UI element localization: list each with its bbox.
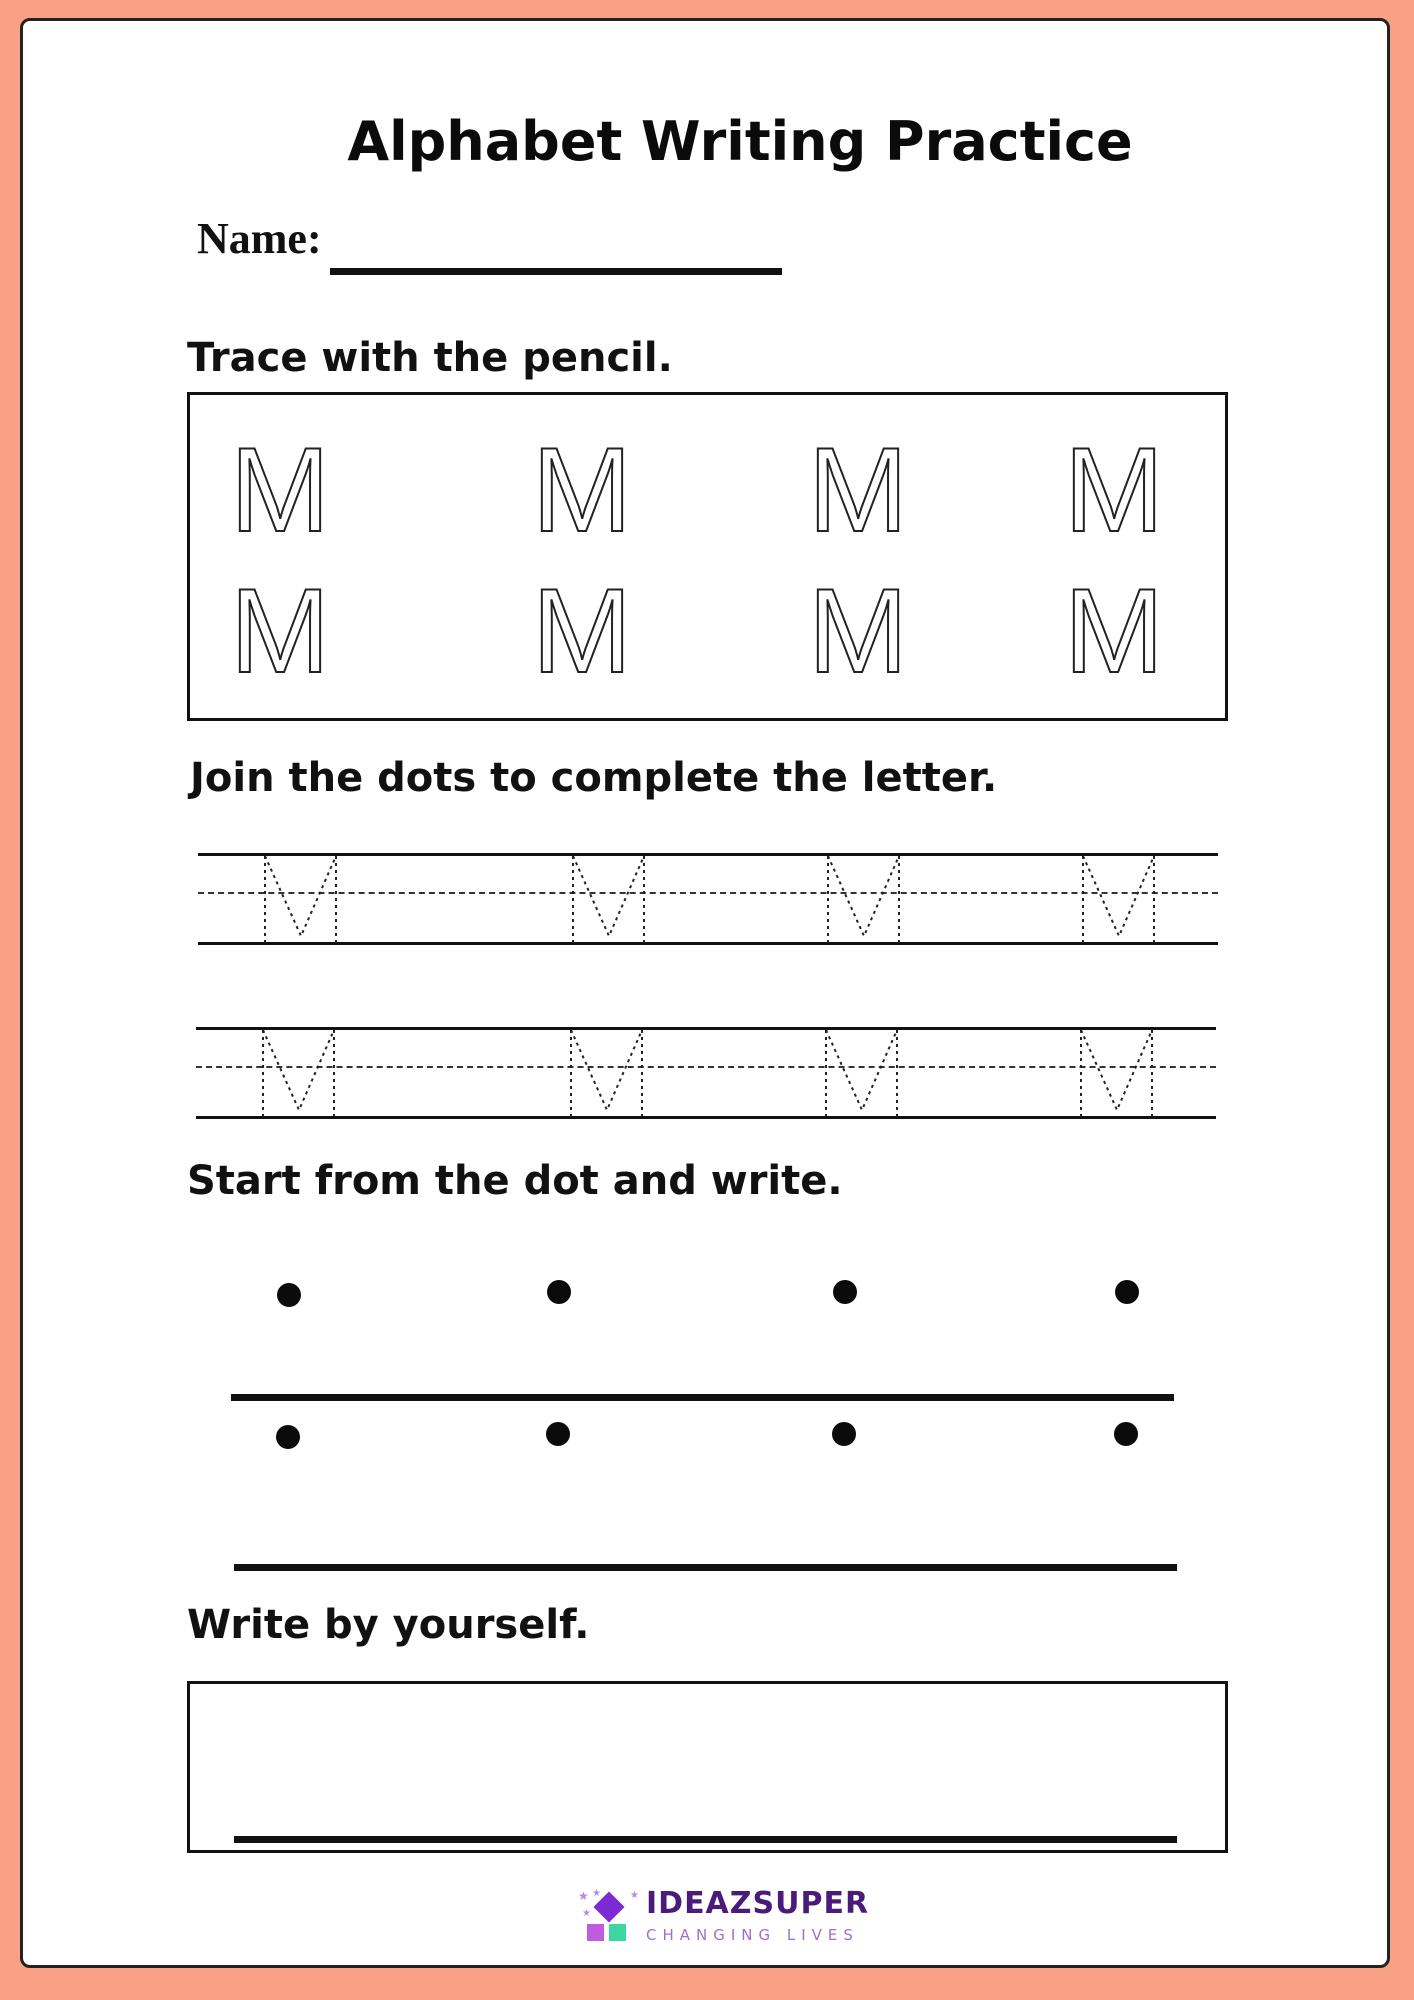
- start-dot: [277, 1283, 301, 1307]
- guide-base-line: [198, 942, 1218, 945]
- join-heading: Join the dots to complete the letter.: [190, 755, 998, 801]
- logo-tagline: CHANGING LIVES: [646, 1926, 859, 1944]
- writing-line[interactable]: [234, 1564, 1177, 1571]
- writing-line[interactable]: [234, 1836, 1177, 1843]
- start-dot: [833, 1280, 857, 1304]
- page-title: Alphabet Writing Practice: [347, 110, 1133, 173]
- write-heading: Write by yourself.: [187, 1602, 590, 1648]
- writing-line[interactable]: [231, 1394, 1174, 1401]
- name-label: Name:: [197, 214, 322, 263]
- guide-mid-line: [196, 1066, 1216, 1068]
- trace-letter: M: [230, 564, 330, 698]
- brand-logo: [572, 1886, 902, 1946]
- start-heading: Start from the dot and write.: [187, 1158, 843, 1204]
- start-dot: [1114, 1422, 1138, 1446]
- name-field-line[interactable]: [330, 268, 782, 275]
- trace-letter: M: [808, 423, 908, 557]
- trace-box: [187, 392, 1228, 721]
- guide-mid-line: [198, 892, 1218, 894]
- trace-letter: M: [808, 564, 908, 698]
- logo-icon: [572, 1886, 642, 1946]
- start-dot: [546, 1422, 570, 1446]
- trace-letter: M: [1064, 564, 1164, 698]
- trace-letter: M: [230, 423, 330, 557]
- worksheet-page: [20, 18, 1390, 1968]
- guide-base-line: [196, 1116, 1216, 1119]
- start-dot: [832, 1422, 856, 1446]
- svg-text:★: ★: [582, 1908, 591, 1919]
- start-dot: [276, 1425, 300, 1449]
- trace-letter: M: [1064, 423, 1164, 557]
- trace-heading: Trace with the pencil.: [187, 335, 673, 381]
- svg-text:★: ★: [578, 1889, 589, 1903]
- start-dot: [547, 1280, 571, 1304]
- trace-letter: M: [532, 423, 632, 557]
- trace-letter: M: [532, 564, 632, 698]
- guide-top-line: [196, 1027, 1216, 1030]
- start-dot: [1115, 1280, 1139, 1304]
- write-box[interactable]: [187, 1681, 1228, 1853]
- logo-name: IDEAZSUPER: [646, 1886, 870, 1921]
- guide-top-line: [198, 853, 1218, 856]
- svg-text:★: ★: [630, 1890, 639, 1901]
- svg-text:★: ★: [592, 1888, 601, 1899]
